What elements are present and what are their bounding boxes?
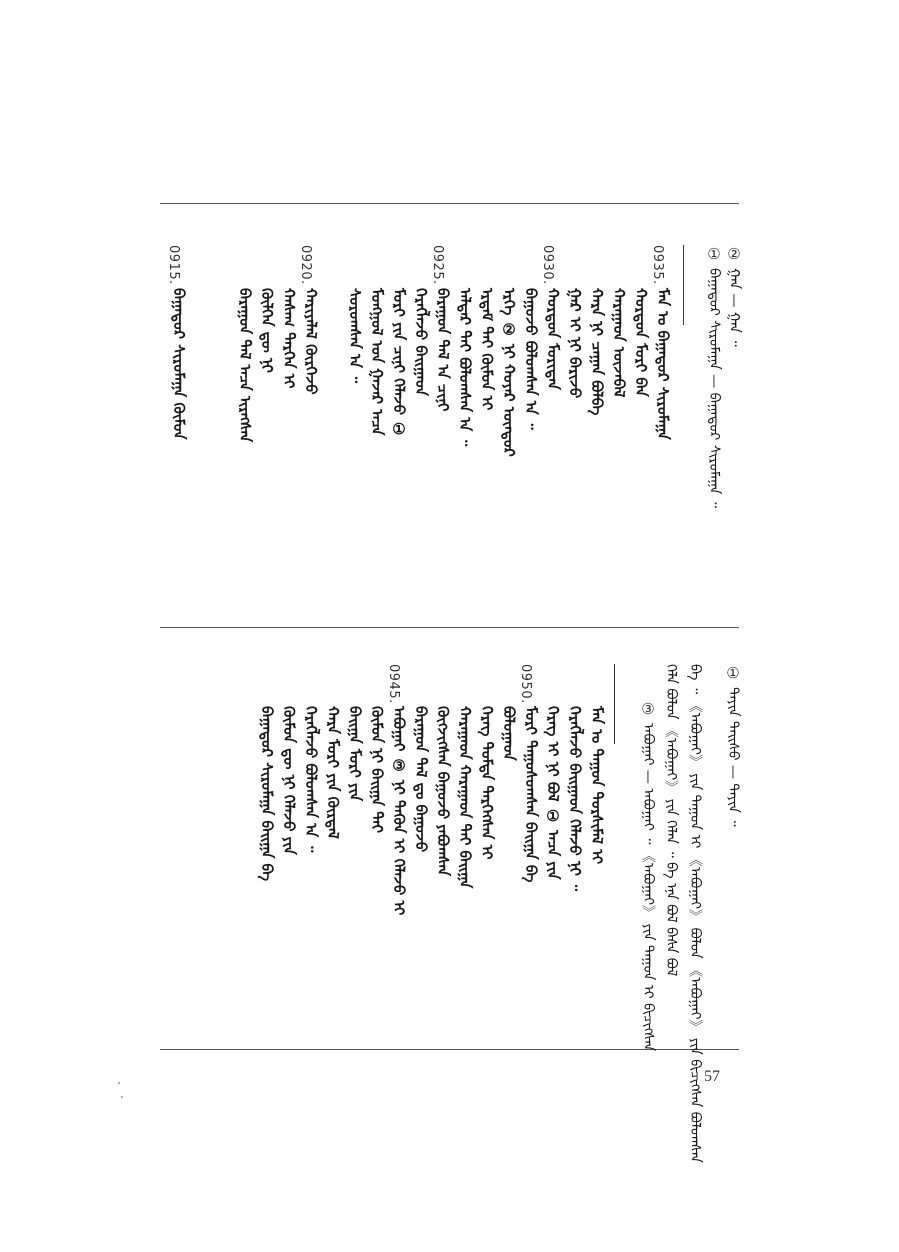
verse-line: ᠬᠡᠷᠡᠭ ᠢ ᠨᠢ ᠪᠣᠯ ① ᠠᠴᠠ ᠶᠢᠨ	[544, 706, 562, 880]
verse-line: ᠬᠠᠷᠢᠶᠠᠯᠠᠯ ᠬᠦᠷᠭᠡᠵᠦ	[302, 288, 320, 395]
footnote-continuation: ᠬᠡᠯᠡ ᠪᠣᠯᠤᠨ 《ᠠᠪᠤᠭᠠᠢ》 ᠶᠢᠨ ᠬᠡᠯᠡᠨ ᠃ ᠪᠠ ᠡᠨᠡ ᠪᠣᠯ ᠪᠠᠰᠠ ᠪᠣᠯ	[663, 664, 679, 977]
verse-line: ᠬᠠᠷᠠᠭᠠᠳ ᠬᠠᠷᠠᠭᠠᠳ ᠲᠠᠢ ᠪᠠᠢᠭᠠ	[456, 706, 474, 889]
footnote-text: ᠳᠠᠶᠢᠨ ᠳᠠᠢᠰᠤ — ᠳᠠᠶᠢᠨ ᠃	[725, 687, 741, 827]
footnote-continuation: ᠪᠡ ᠃ 《ᠠᠪᠤᠭᠠᠢ》 ᠶᠢᠨ ᠳᠠᠭᠤᠨ ᠢ 《ᠠᠪᠤᠭᠠᠢ》 ᠪᠣᠯᠤᠨ 《ᠠᠪᠤᠭᠠᠢ》 ᠶᠢᠨ ᠪᠢᠴᠢᠭᠰᠡᠨ ᠪᠣᠯᠤᠭᠰᠠᠨ	[687, 664, 703, 1163]
verse-line: ᠬᠤᠷᠳᠤᠨ ᠮᠣᠷᠢᠳᠠᠨ	[544, 288, 562, 390]
verse-line: ᠬᠤᠷᠳᠤᠨ ᠮᠣᠷᠢ ᠪᠠᠨ	[632, 288, 650, 397]
verse-line: ᠬᠡᠷᠡᠭᠯᠡᠵᠦ ᠪᠠᠢᠭᠠᠳ ᠬᠡᠯᠡᠵᠦ ᠨᠢ ᠃	[566, 706, 584, 891]
verse-line: ᠭᠠᠷ ᠢ ᠨᠢ ᠪᠠᠷᠢᠵᠤ	[566, 288, 584, 399]
verse-line: ᠮᠣᠷᠢ ᠶᠢᠨ ᠴᠢᠨᠢ ᠬᠡᠯᠡᠵᠦ ①	[390, 288, 408, 439]
verse-number: 0920.	[298, 245, 313, 285]
scan-speck	[118, 1082, 120, 1084]
footnote-marker: ①	[724, 664, 742, 682]
verse-number: 0925.	[430, 245, 445, 285]
top-rule	[160, 203, 739, 204]
verse-line: ᠬᠡᠷᠡᠭ ᠳᠤᠮᠳᠠ ᠲᠡᠷᠭᠡᠭᠰᠡᠨ ᠢ	[478, 706, 496, 860]
verse-number: 0915.	[166, 245, 181, 285]
verse-line: ᠪᠠᠢᠭᠠ ᠮᠣᠷᠢ ᠶᠢᠨ	[346, 706, 364, 802]
verse-line: ᠬᠥᠯᠭᠡᠨ ᠳᠦ ᠨᠢ	[258, 288, 276, 373]
verse-line: ᠬᠡᠷᠡᠭᠯᠡᠵᠦ ᠪᠣᠯᠤᠭᠰᠠᠨ ᠠ ᠃	[302, 706, 320, 853]
verse-number: 0945.	[386, 664, 401, 704]
footnote-marker: ③	[639, 700, 657, 718]
verse-line: ᠬᠦᠮᠦᠨ ᠳᠦ ᠨᠢ ᠬᠡᠯᠡᠵᠦ ᠶᠢᠨ	[280, 706, 298, 855]
verse-line: ᠮᠠᠨ ᠤ ᠳᠠᠭᠤᠨ ᠳᠤᠷᠰᠢᠮᠠᠯ ᠢ	[588, 706, 606, 865]
footnote-text: ᠭᠠᠨ — ᠭᠠᠨ ᠃	[726, 268, 742, 347]
verse-line: ᠬᠠᠷᠠ ᠨᠢ ᠴᠠᠭᠠᠨ ᠪᠣᠯᠪᠠ	[588, 288, 606, 416]
verse-number: 0930.	[540, 245, 555, 285]
footnote-text: ᠪᠠᠭᠠᠲᠤᠷ ᠰᠢᠷᠤᠮᠠᠭᠠ — ᠪᠠᠭᠠᠲᠤᠷ ᠰᠢᠷᠤᠮᠠᠭᠠ ᠃	[706, 268, 722, 508]
verse-line: ᠪᠠᠷᠠᠭᠤᠨ ᠲᠠᠯ ᠠ ᠴᠢᠨᠢ	[434, 288, 452, 412]
footnote-text: ᠠᠪᠤᠭᠠᠢ — ᠠᠪᠤᠭᠠᠢ ᠃ 《ᠠᠪᠤᠭᠠᠢ》 ᠶᠢᠨ ᠳᠠᠭᠤᠨ ᠢ ᠪᠢᠴᠢᠭᠰᠡᠨ	[640, 723, 656, 1052]
verse-line: ᠬᠦᠮᠦᠨ ᠨᠢ ᠪᠠᠢᠭᠠ ᠲᠠᠢ	[368, 706, 386, 834]
verse-line: ᠪᠠᠷᠠᠭᠤᠨ ᠲᠠᠯ ᠳᠤ ᠪᠠᠭᠤᠵᠤ	[412, 706, 430, 853]
footnote-marker: ①	[705, 245, 723, 263]
verse-line: ᠮᠠᠨ ᠤ ᠪᠠᠭᠠᠲᠤᠷ ᠰᠢᠷᠤᠮᠠᠭᠠ	[654, 288, 672, 440]
verse-line: ᠮᠣᠷᠢ ᠳᠠᠭᠤᠰᠤᠭᠰᠠᠨ ᠪᠠᠢᠭᠠ ᠪᠠ	[522, 706, 540, 883]
middle-rule	[160, 627, 739, 628]
footnote-3	[636, 700, 660, 1051]
verse-line: ᠰᠤᠷᠤᠭᠰᠠᠨ ᠠ ᠃	[346, 288, 364, 383]
verse-line: ᠮᠣᠩᠭᠣᠯ ᠤᠨ ᠭᠠᠵᠠᠷ ᠠᠴᠠ	[368, 288, 386, 436]
page-number: 57	[704, 1068, 720, 1085]
verse-number: 0935.	[650, 245, 665, 285]
footnote-marker: ②	[725, 245, 743, 263]
verse-line: ᠡᠷᠬᠡ ② ᠨᠢ ᠬᠣᠶᠠᠷ ᠦᠨᠳᠦᠷ	[500, 288, 518, 457]
verse-line: ᠬᠠᠷᠠᠭᠠᠳ ᠦᠵᠡᠪᠡᠯ	[610, 288, 628, 398]
footnote-separator	[614, 664, 615, 744]
verse-line: ᠪᠠᠭᠠᠲᠤᠷ ᠰᠢᠷᠤᠮᠠᠭᠠ ᠬᠦᠮᠦᠨ	[170, 288, 188, 440]
verse-line: ᠠᠯᠳᠠᠷ ᠲᠠᠢ ᠪᠣᠯᠤᠭᠰᠠᠨ ᠠ ᠃	[456, 288, 474, 447]
footnote-2	[722, 245, 746, 347]
verse-line: ᠬᠠᠷᠠ ᠮᠣᠷᠢ ᠶᠢᠨ ᠬᠦᠷᠲᠡᠯ	[324, 706, 342, 839]
verse-number: 0950.	[518, 664, 533, 704]
verse-line: ᠬᠡᠷᠡᠭᠯᠡᠵᠦ ᠪᠠᠢᠭᠠᠳ	[412, 288, 430, 396]
footnote-1	[721, 664, 745, 827]
verse-line: ᠪᠠᠭᠤᠵᠤ ᠪᠣᠯᠤᠭᠰᠠᠨ ᠠ ᠃	[522, 288, 540, 430]
verse-line: ᠬᠠᠰᠠᠭ ᠲᠡᠷᠭᠡᠨ ᠢ	[280, 288, 298, 389]
verse-line: ᠪᠠᠭᠠᠲᠤᠷ ᠰᠢᠷᠤᠮᠠᠭᠠ ᠪᠠᠢᠭᠠ ᠪᠠ	[258, 706, 276, 882]
verse-line: ᠡᠷᠳᠡᠮ ᠲᠡᠢ ᠬᠦᠮᠦᠨ ᠢ	[478, 288, 496, 411]
footnote-separator	[683, 245, 684, 325]
verse-line: ᠬᠥᠭᠵᠢᠭᠰᠡᠨ ᠪᠠᠭᠤᠵᠤ ᠶᠠᠪᠤᠭᠰᠠᠨ	[434, 706, 452, 877]
verse-line: ᠪᠣᠯᠤᠭᠠᠳ	[500, 706, 518, 761]
scan-speck	[121, 1096, 123, 1098]
verse-line: ᠪᠠᠷᠠᠭᠤᠨ ᠲᠠᠯ ᠠᠴᠠ ᠢᠷᠡᠭᠰᠡᠨ	[236, 288, 254, 443]
verse-line: ᠠᠪᠤᠭᠠᠢ ③ ᠨᠢ ᠲᠡᠭᠦᠨ ᠢ ᠬᠡᠯᠡᠵᠦ ᠢ	[390, 706, 408, 916]
